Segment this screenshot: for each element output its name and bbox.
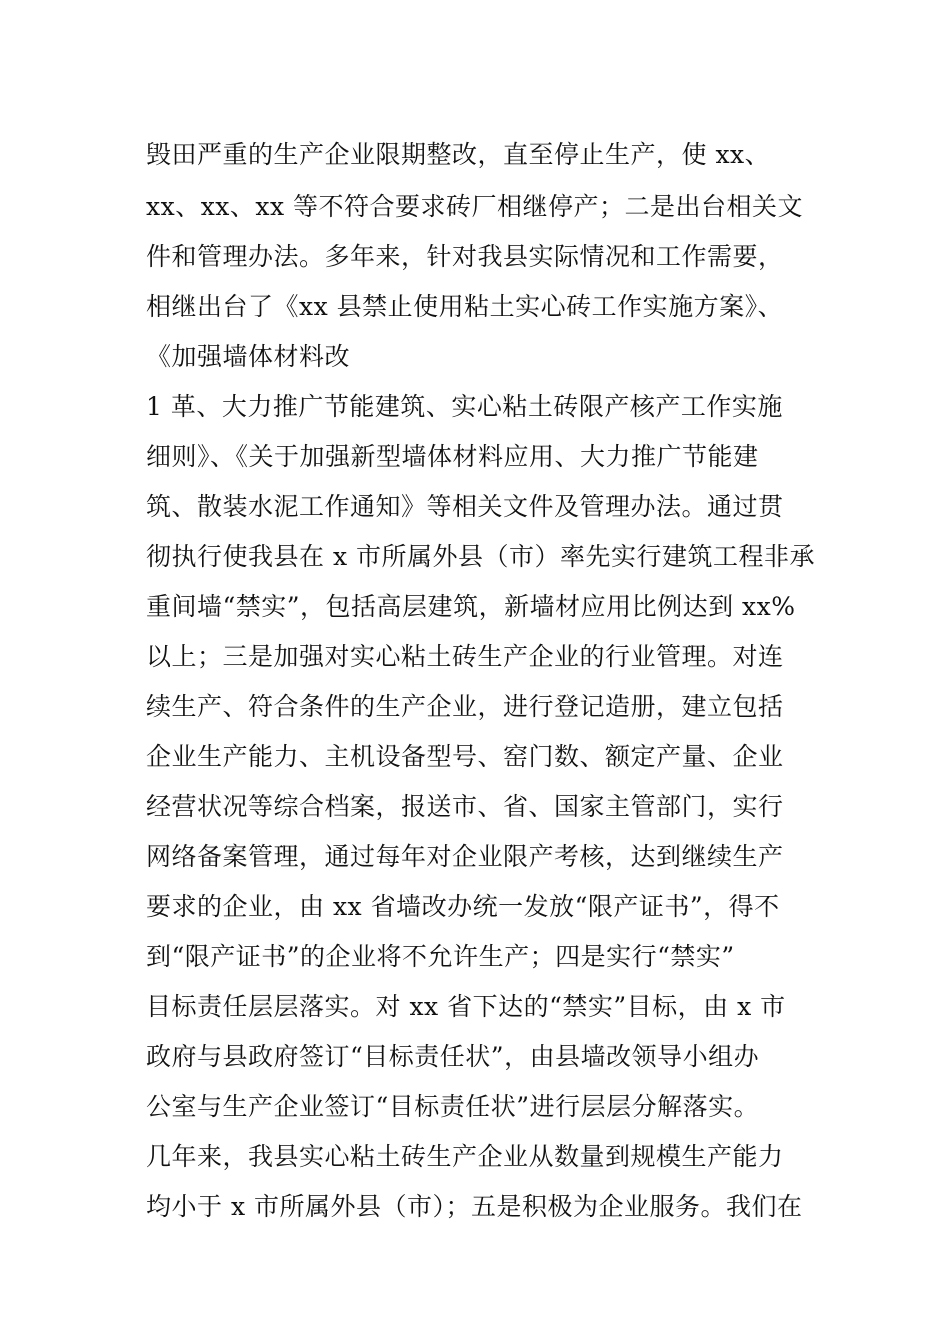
text-line: 筑、散装水泥工作通知》等相关文件及管理办法。通过贯 — [146, 492, 784, 521]
text-line: 《加强墙体材料改 — [146, 342, 351, 371]
text-line: 1 革、大力推广节能建筑、实心粘土砖限产核产工作实施 — [146, 392, 783, 421]
text-line: 企业生产能力、主机设备型号、窑门数、额定产量、企业 — [146, 742, 784, 771]
text-line: 续生产、符合条件的生产企业，进行登记造册，建立包括 — [146, 692, 784, 721]
text-line: 件和管理办法。多年来，针对我县实际情况和工作需要， — [146, 242, 784, 271]
text-line: 毁田严重的生产企业限期整改，直至停止生产，使 xx、 — [146, 140, 771, 169]
text-line: 政府与县政府签订“目标责任状”，由县墙改领导小组办 — [146, 1042, 760, 1071]
text-line: 细则》、《关于加强新型墙体材料应用、大力推广节能建 — [146, 442, 759, 471]
text-line: 经营状况等综合档案，报送市、省、国家主管部门，实行 — [146, 792, 784, 821]
text-line: 几年来，我县实心粘土砖生产企业从数量到规模生产能力 — [146, 1142, 784, 1171]
text-line: 要求的企业，由 xx 省墙改办统一发放“限产证书”，得不 — [146, 892, 780, 921]
text-line: 公室与生产企业签订“目标责任状”进行层层分解落实。 — [146, 1092, 760, 1121]
text-line: 目标责任层层落实。对 xx 省下达的“禁实”目标，由 x 市 — [146, 992, 786, 1021]
text-line: 以上；三是加强对实心粘土砖生产企业的行业管理。对连 — [146, 642, 784, 671]
text-line: 重间墙“禁实”，包括高层建筑，新墙材应用比例达到 xx% — [146, 592, 796, 621]
text-line: 均小于 x 市所属外县（市）；五是积极为企业服务。我们在 — [146, 1192, 803, 1221]
text-line: 网络备案管理，通过每年对企业限产考核，达到继续生产 — [146, 842, 784, 871]
text-line: 相继出台了《xx 县禁止使用粘土实心砖工作实施方案》、 — [146, 292, 784, 321]
text-line: 彻执行使我县在 x 市所属外县（市）率先实行建筑工程非承 — [146, 542, 815, 571]
text-line: 到“限产证书”的企业将不允许生产；四是实行“禁实” — [146, 942, 735, 971]
text-line: xx、xx、xx 等不符合要求砖厂相继停产；二是出台相关文 — [146, 192, 804, 221]
